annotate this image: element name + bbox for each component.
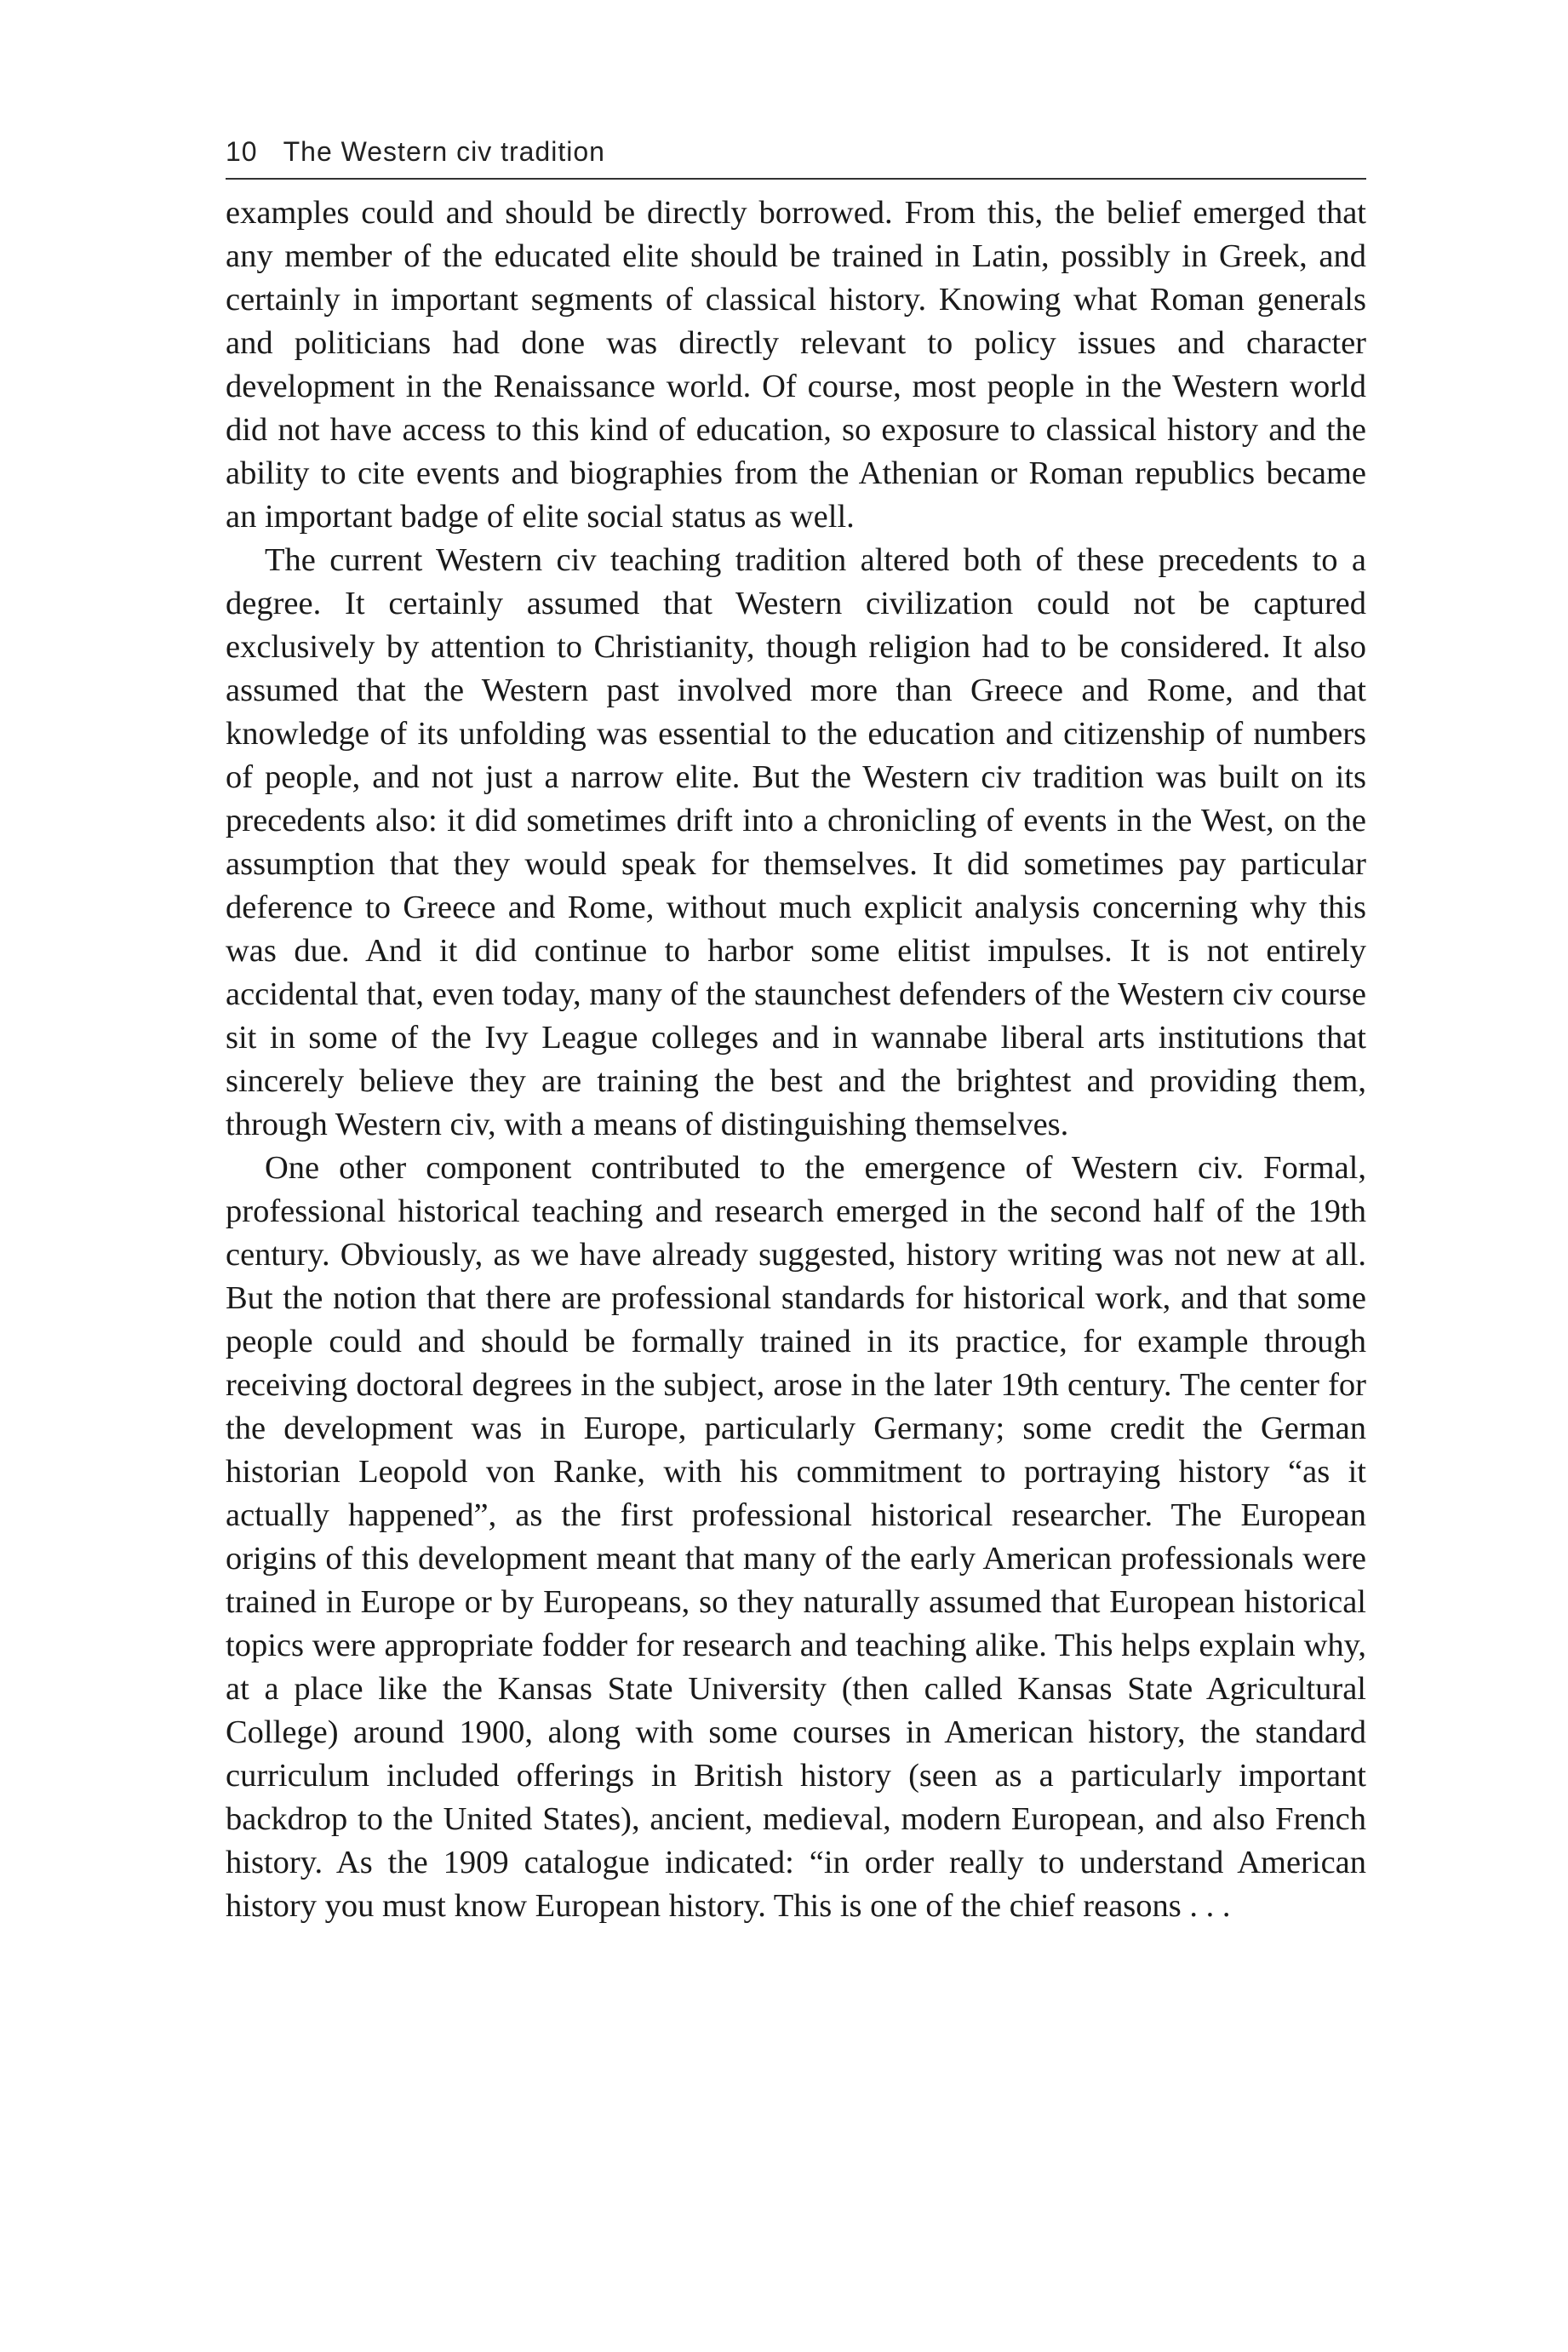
book-page <box>226 136 1366 1928</box>
paragraph-1: examples could and should be directly borrowed. From this, the belief emerged that any member of the educated elite should be trained in Latin, possibly in Greek, and certainly in important segments of classical history. Knowing what Roman generals and politicians had done was directly relevant to policy issues and character development in the Renaissance world. Of course, most people in the Western world did not have access to this kind of education, so exposure to classical history and the ability to cite events and biographies from the Athenian or Roman republics became an important badge of elite social status as well. <box>226 195 1366 535</box>
running-title: The Western civ tradition <box>283 136 605 167</box>
body-text <box>226 192 1366 1928</box>
paragraph-3: One other component contributed to the emergence of Western civ. Formal, professional historical teaching and research emerged in the second half of the 19th century. Obviously, as we have already suggested, history writing was not new at all. But the notion that there are professional standards for historical work, and that some people could and should be formally trained in its practice, for example through receiving doctoral degrees in the subject, arose in the later 19th century. The center for the development was in Europe, particularly Germany; some credit the German historian Leopold von Ranke, with his commitment to portraying history “as it actually happened”, as the first professional historical researcher. The European origins of this development meant that many of the early American professionals were trained in Europe or by Europeans, so they naturally assumed that European historical topics were appropriate fodder for research and teaching alike. This helps explain why, at a place like the Kansas State University (then called Kansas State Agricultural College) around 1900, along with some courses in American history, the standard curriculum included offerings in British history (seen as a particularly important backdrop to the United States), ancient, medieval, modern European, and also French history. As the 1909 catalogue indicated: “in order really to understand American history you must know European history. This is one of the chief reasons . . . <box>226 1150 1366 1924</box>
running-head <box>226 136 1366 180</box>
page-number: 10 <box>226 136 258 167</box>
paragraph-2: The current Western civ teaching tradition altered both of these precedents to a degree. It certainly assumed that Western civilization could not be captured exclusively by attention to Christianity, though religion had to be considered. It also assumed that the Western past involved more than Greece and Rome, and that knowledge of its unfolding was essential to the education and citizenship of numbers of people, and not just a narrow elite. But the Western civ tradition was built on its precedents also: it did sometimes drift into a chronicling of events in the West, on the assumption that they would speak for themselves. It did sometimes pay particular deference to Greece and Rome, without much explicit analysis concerning why this was due. And it did continue to harbor some elitist impulses. It is not entirely accidental that, even today, many of the staunchest defenders of the Western civ course sit in some of the Ivy League colleges and in wannabe liberal arts institutions that sincerely believe they are training the best and the brightest and providing them, through Western civ, with a means of distinguishing themselves. <box>226 542 1366 1142</box>
